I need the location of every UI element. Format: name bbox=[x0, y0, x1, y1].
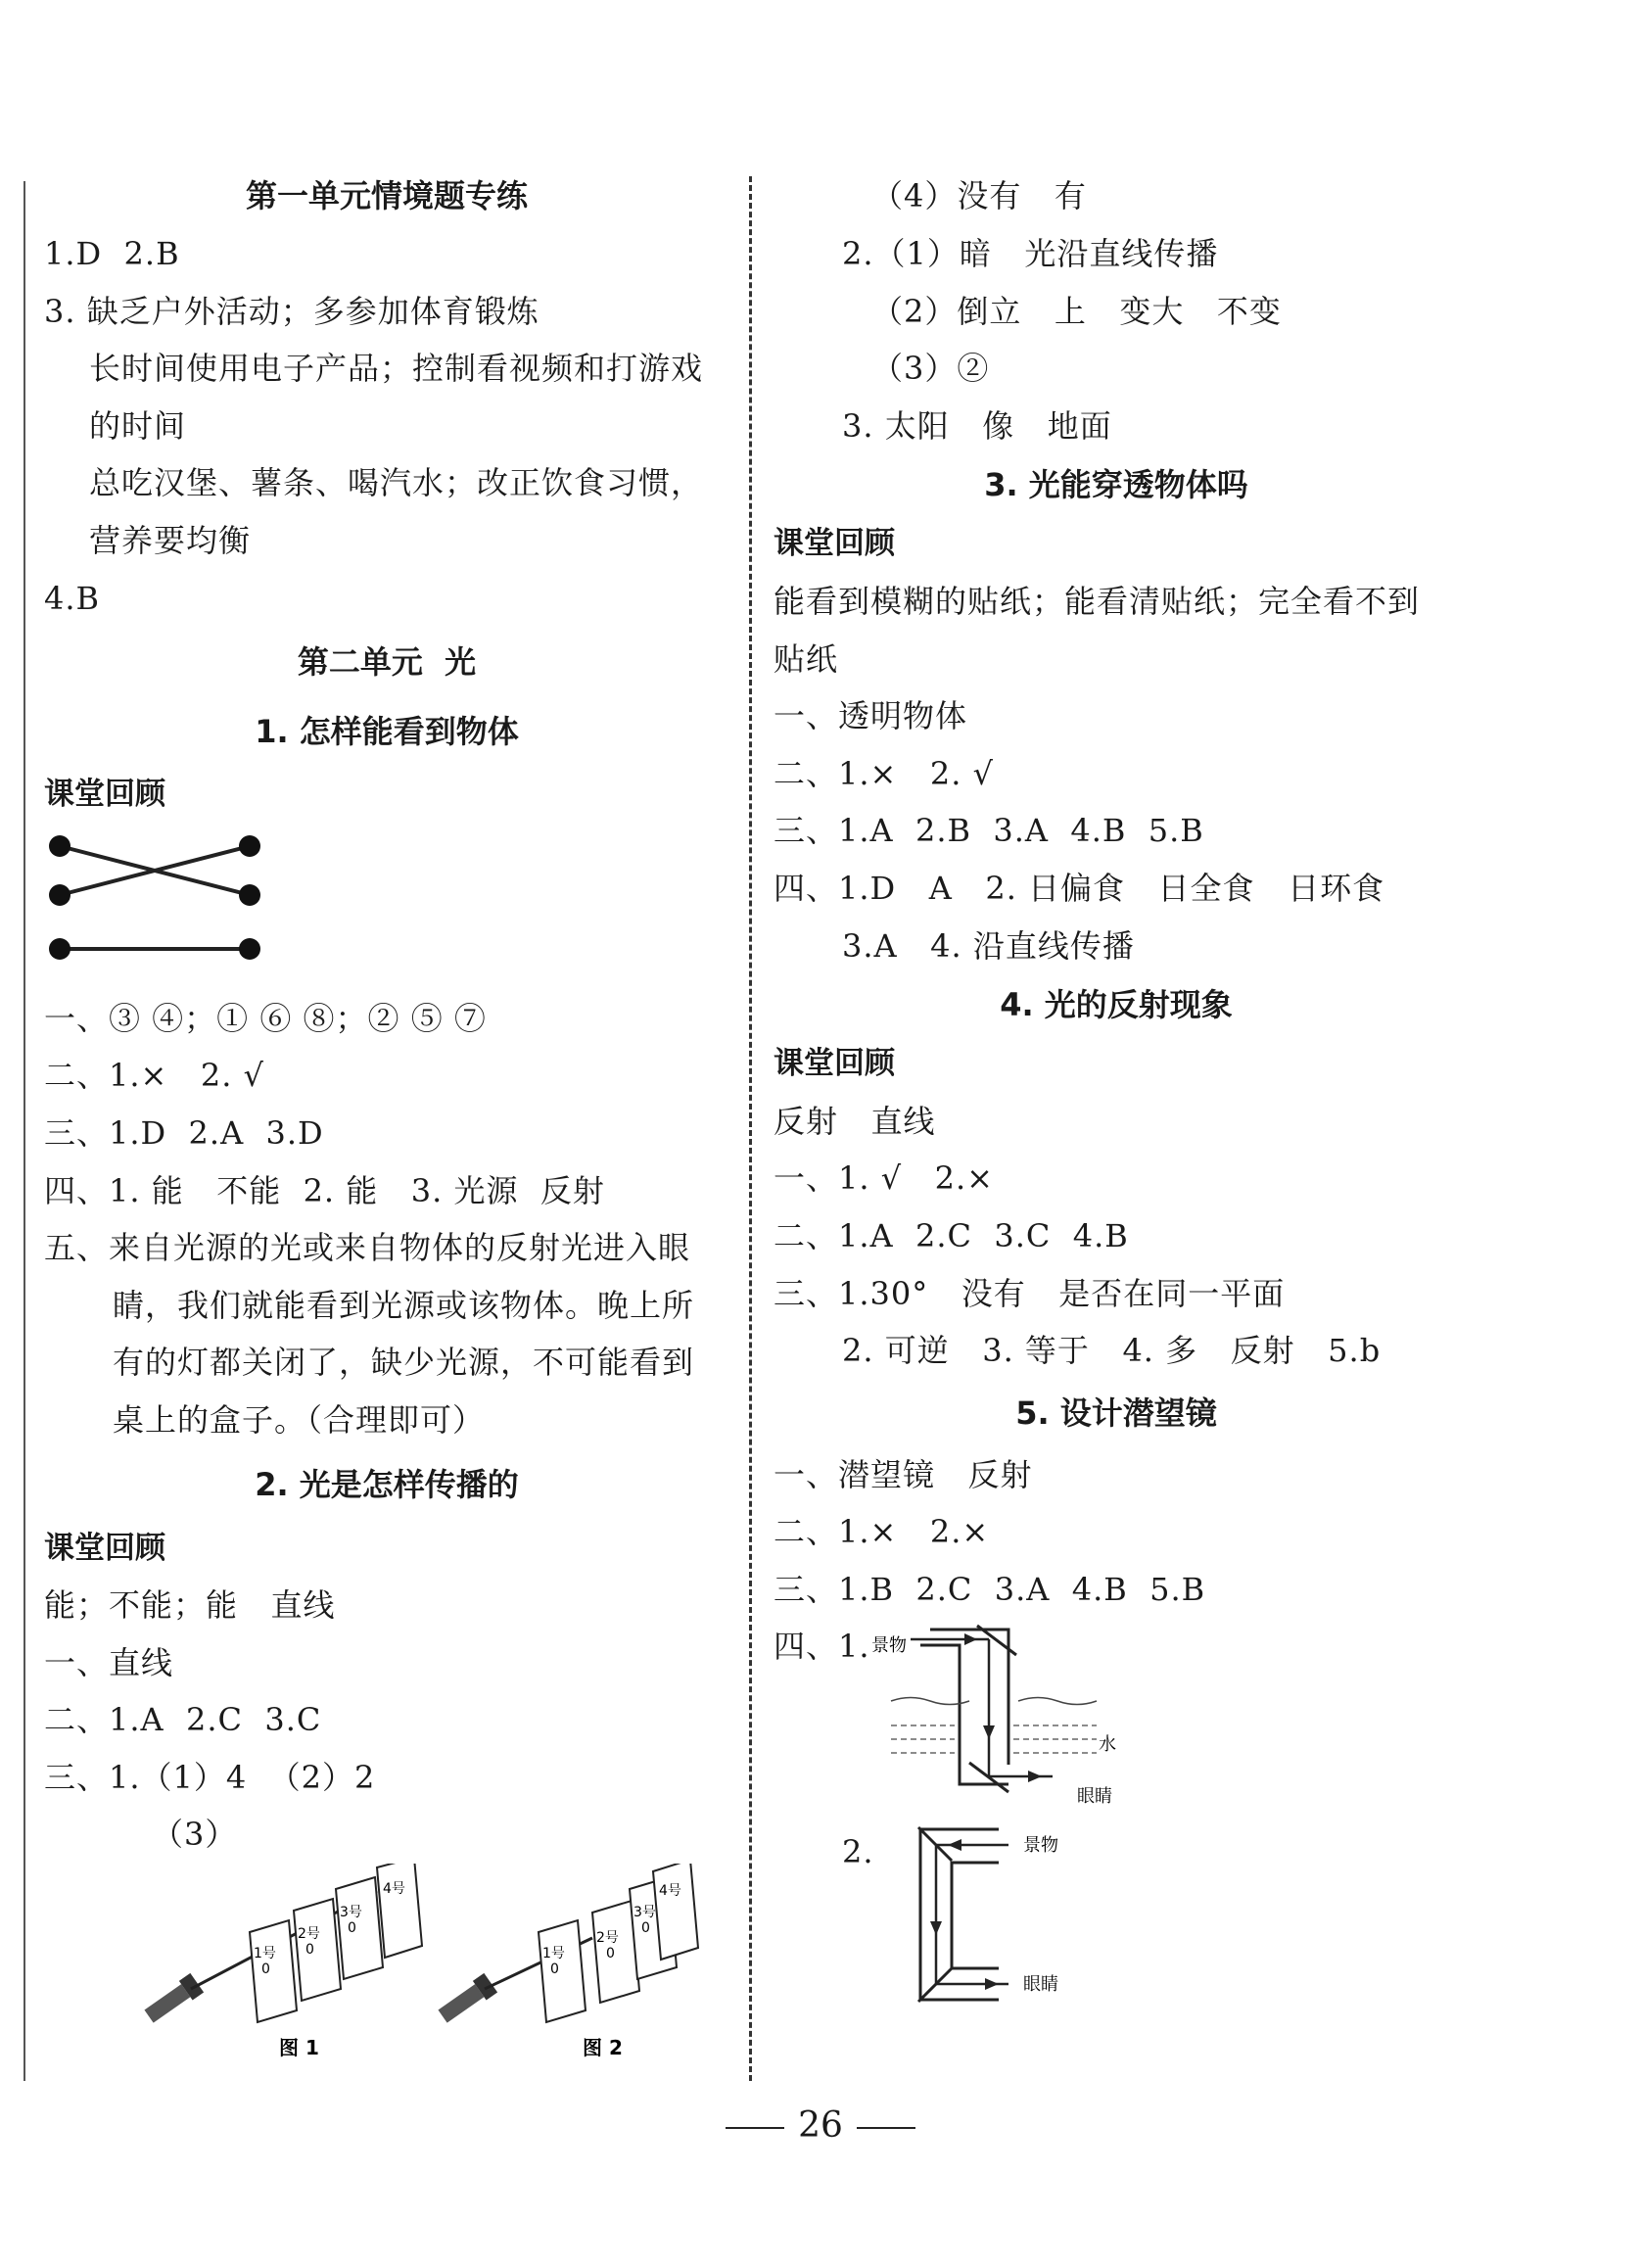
periscope-figure-2 bbox=[774, 1823, 1459, 2019]
answer-line: 二、1.A 2.C 3.C 4.B bbox=[774, 1216, 1129, 1254]
review-heading: 课堂回顾 bbox=[774, 526, 895, 562]
card-label: 2号 bbox=[298, 1926, 320, 1943]
answer-line: 二、1.× 2. √ bbox=[44, 1057, 264, 1095]
flashlight-cards-diagram bbox=[44, 1864, 729, 2059]
unit1-title: 第一单元情境题专练 bbox=[245, 177, 528, 214]
answer-line: 三、1.30° 没有 是否在同一平面 bbox=[774, 1274, 1286, 1312]
figure-caption: 图 2 bbox=[583, 2036, 623, 2060]
match-dot bbox=[239, 835, 260, 857]
match-dot bbox=[49, 938, 70, 960]
answer-line: 五、来自光源的光或来自物体的反射光进入眼 bbox=[44, 1229, 691, 1267]
page-number-dash bbox=[726, 2127, 784, 2129]
periscope-outline bbox=[930, 1630, 1008, 1765]
card-label: 1号 bbox=[542, 1946, 565, 1962]
right-column bbox=[774, 166, 1459, 2019]
arrow-head bbox=[948, 1839, 961, 1851]
answer-line: 四、1. 能 不能 2. 能 3. 光源 反射 bbox=[44, 1171, 605, 1209]
zero-label: 0 bbox=[606, 1946, 615, 1962]
arrow-head bbox=[964, 1633, 977, 1645]
match-dot bbox=[239, 938, 260, 960]
scene-label: 景物 bbox=[871, 1635, 907, 1657]
card bbox=[539, 1920, 586, 2022]
card bbox=[653, 1864, 698, 1960]
periscope-outline bbox=[920, 1645, 1008, 1784]
card bbox=[294, 1899, 341, 2001]
section4-title: 4. 光的反射现象 bbox=[1000, 986, 1233, 1024]
answer-line: 四、1. bbox=[774, 1628, 870, 1666]
page-number-text: 26 bbox=[798, 2105, 843, 2146]
answer-line: 一、③ ④；① ⑥ ⑧；② ⑤ ⑦ bbox=[44, 999, 487, 1037]
card bbox=[250, 1920, 297, 2022]
card-label: 1号 bbox=[254, 1946, 276, 1962]
answer-line: 一、透明物体 bbox=[774, 697, 968, 735]
card bbox=[336, 1877, 383, 1979]
answer-line: 一、潜望镜 反射 bbox=[774, 1455, 1033, 1493]
answer-line: 总吃汉堡、薯条、喝汽水；改正饮食习惯， bbox=[89, 464, 704, 502]
answer-line: 三、1.（1）4 （2）2 bbox=[44, 1758, 376, 1796]
answer-line: 能看到模糊的贴纸；能看清贴纸；完全看不到 bbox=[774, 582, 1421, 620]
water-surface bbox=[891, 1698, 1097, 1705]
answer-line: 3. 太阳 像 地面 bbox=[842, 406, 1112, 445]
answer-line: 三、1.B 2.C 3.A 4.B 5.B bbox=[774, 1570, 1206, 1608]
answer-line: 营养要均衡 bbox=[89, 521, 252, 559]
answer-line: 一、1. √ 2.× bbox=[774, 1159, 994, 1198]
answer-line: 2. 可逆 3. 等于 4. 多 反射 5.b bbox=[842, 1332, 1382, 1370]
figure-1 bbox=[142, 1864, 422, 2059]
match-dot bbox=[49, 835, 70, 857]
answer-line: 3.A 4. 沿直线传播 bbox=[842, 926, 1135, 965]
left-column bbox=[44, 166, 729, 2059]
eye-label: 眼睛 bbox=[1023, 1974, 1058, 1996]
answer-line: 反射 直线 bbox=[774, 1102, 936, 1140]
review-heading: 课堂回顾 bbox=[44, 1530, 165, 1566]
periscope-figure-1 bbox=[774, 1618, 1459, 1823]
zero-label: 0 bbox=[550, 1961, 559, 1978]
zero-label: 0 bbox=[305, 1942, 314, 1959]
flashlight-figures bbox=[44, 1864, 729, 2059]
answer-line: （3） bbox=[152, 1816, 238, 1854]
section5-title: 5. 设计潜望镜 bbox=[1015, 1394, 1217, 1432]
section1-title: 1. 怎样能看到物体 bbox=[255, 713, 519, 751]
answer-line: 4.B bbox=[44, 579, 101, 617]
answer-line: 有的灯都关闭了，缺少光源，不可能看到 bbox=[113, 1344, 695, 1382]
zero-label: 0 bbox=[348, 1920, 356, 1937]
section2-title: 2. 光是怎样传播的 bbox=[255, 1465, 519, 1503]
answer-line: 二、1.× 2.× bbox=[774, 1513, 990, 1551]
flashlight-icon bbox=[436, 1973, 497, 2026]
matching-figure bbox=[44, 824, 729, 990]
eye-label: 眼睛 bbox=[1077, 1786, 1112, 1808]
match-dot bbox=[239, 884, 260, 906]
answer-line: 睛，我们就能看到光源或该物体。晚上所 bbox=[113, 1286, 695, 1324]
zero-label: 0 bbox=[261, 1961, 270, 1978]
card bbox=[377, 1864, 422, 1958]
answer-line: 一、直线 bbox=[44, 1643, 174, 1681]
answer-line: 三、1.D 2.A 3.D bbox=[44, 1113, 324, 1152]
answer-line: 能；不能；能 直线 bbox=[44, 1586, 336, 1625]
column-divider bbox=[749, 176, 752, 2081]
figure-2 bbox=[436, 1864, 698, 2059]
periscope-water-diagram bbox=[871, 1618, 1283, 1823]
review-heading: 课堂回顾 bbox=[774, 1046, 895, 1082]
answer-line: 3. 缺乏户外活动；多参加体育锻炼 bbox=[44, 292, 539, 330]
zero-label: 0 bbox=[641, 1920, 650, 1937]
match-dot bbox=[49, 884, 70, 906]
periscope-diagram bbox=[891, 1823, 1204, 2019]
answer-line: 长时间使用电子产品；控制看视频和打游戏 bbox=[89, 350, 704, 388]
answer-line: 1.D 2.B bbox=[44, 235, 180, 272]
answer-line: （4）没有 有 bbox=[871, 177, 1087, 214]
unit2-title: 第二单元 光 bbox=[297, 643, 477, 682]
card-label: 2号 bbox=[596, 1930, 619, 1947]
scene-label: 景物 bbox=[1023, 1835, 1058, 1857]
arrow-head bbox=[930, 1921, 942, 1935]
page-number bbox=[0, 2105, 1641, 2146]
periscope-outline bbox=[952, 1863, 999, 1968]
answer-line: 二、1.× 2. √ bbox=[774, 754, 994, 792]
arrow-head bbox=[985, 1978, 999, 1990]
arrow-head bbox=[983, 1725, 995, 1739]
answer-line: 2.（1）暗 光沿直线传播 bbox=[842, 235, 1219, 272]
card-label: 3号 bbox=[633, 1905, 656, 1921]
flashlight-icon bbox=[142, 1973, 204, 2026]
answer-line: 的时间 bbox=[89, 406, 187, 445]
periscope-outline bbox=[920, 1829, 999, 2000]
answer-line: （3）② bbox=[871, 350, 990, 388]
answer-line: 三、1.A 2.B 3.A 4.B 5.B bbox=[774, 812, 1204, 850]
page-number-dash bbox=[857, 2127, 915, 2129]
answer-line: 二、1.A 2.C 3.C bbox=[44, 1701, 322, 1739]
left-edge-line bbox=[23, 181, 25, 2081]
answer-line: 桌上的盒子。（合理即可） bbox=[113, 1400, 486, 1439]
review-heading: 课堂回顾 bbox=[44, 777, 165, 813]
card-label: 4号 bbox=[659, 1883, 681, 1900]
answer-line: 2. bbox=[842, 1833, 874, 1871]
answer-line: 四、1.D A 2. 日偏食 日全食 日环食 bbox=[774, 869, 1385, 907]
card-label: 4号 bbox=[383, 1881, 405, 1898]
water-label: 水 bbox=[1099, 1734, 1116, 1756]
card-label: 3号 bbox=[340, 1905, 362, 1921]
section3-title: 3. 光能穿透物体吗 bbox=[984, 466, 1248, 504]
arrow-head bbox=[1028, 1771, 1042, 1782]
answer-line: 贴纸 bbox=[774, 639, 839, 678]
answer-line: （2）倒立 上 变大 不变 bbox=[871, 292, 1282, 330]
matching-lines-diagram bbox=[44, 824, 299, 990]
figure-caption: 图 1 bbox=[279, 2036, 319, 2060]
